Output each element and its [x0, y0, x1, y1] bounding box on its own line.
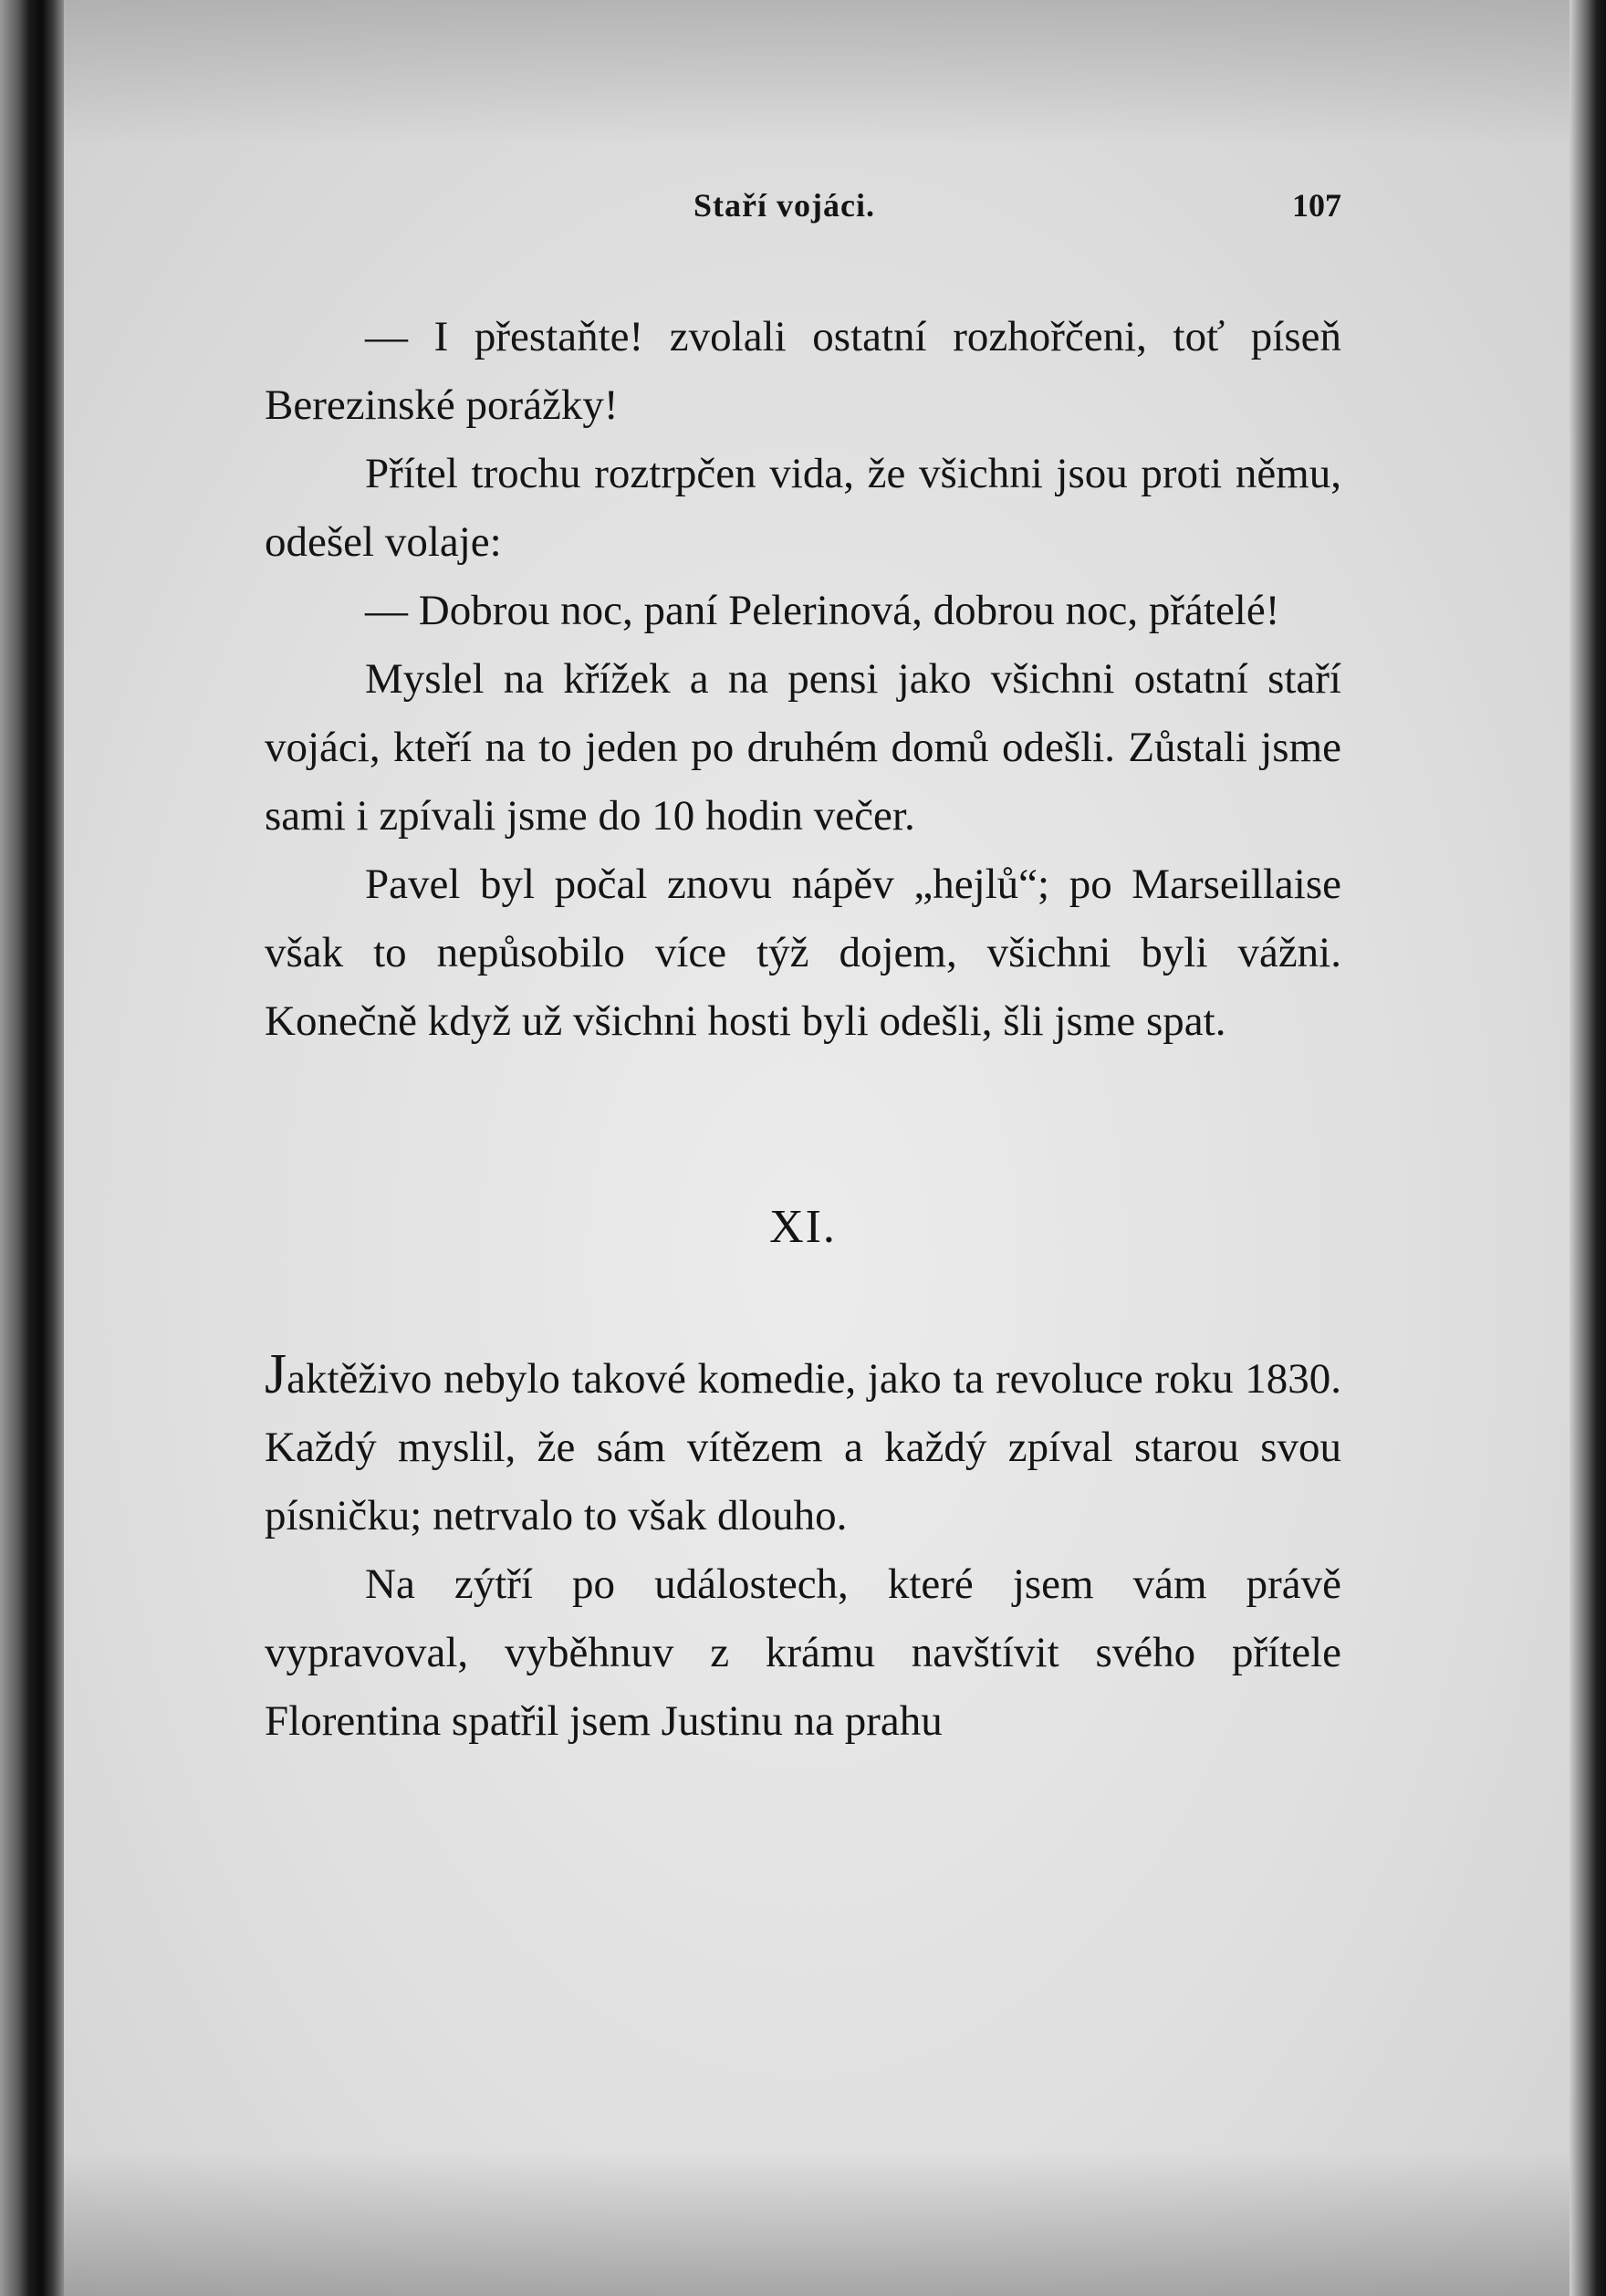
body-text	[265, 303, 1341, 1756]
paragraph: — I přestaňte! zvolali ostatní rozhořčeni, toť píseň Berezinské porážky!	[265, 313, 1341, 429]
page-binding-edge	[0, 0, 64, 2296]
paragraph: Na zýtří po událostech, které jsem vám právě vypravoval, vyběhnuv z krámu navštívit svého přítele Florentina spatřil jsem Justinu na prahu	[265, 1560, 1341, 1745]
paragraph: Myslel na křížek a na pensi jako všichni ostatní staří vojáci, kteří na to jeden po druhém domů odešli. Zůstali jsme sami i zpívali jsme do 10 hodin večer.	[265, 655, 1341, 840]
chapter-opening-paragraph	[265, 1345, 1341, 1550]
top-shadow	[64, 0, 1570, 146]
paragraph: Přítel trochu roztrpčen vida, že všichni jsou proti němu, odešel volaje:	[265, 450, 1341, 566]
chapter-opening-text: aktěživo nebylo takové komedie, jako ta revoluce roku 1830. Každý myslil, že sám vítězem a každý zpíval starou svou písničku; netrvalo to však dlouho.	[265, 1355, 1341, 1539]
page-number: 107	[1292, 187, 1341, 224]
bottom-shadow	[64, 2150, 1570, 2296]
paragraph: — Dobrou noc, paní Pelerinová, dobrou noc, přátelé!	[365, 587, 1280, 634]
chapter-heading: XI.	[769, 1201, 837, 1253]
drop-cap: J	[265, 1343, 287, 1405]
page-header	[265, 186, 1341, 232]
paragraph: Pavel byl počal znovu nápěv „hejlů“; po Marseillaise však to nepůsobilo více týž dojem, všichni byli vážni. Konečně když už všichni hosti byli odešli, šli jsme spat.	[265, 861, 1341, 1045]
page-outer-edge	[1570, 0, 1606, 2296]
running-title: Staří vojáci.	[694, 187, 875, 224]
